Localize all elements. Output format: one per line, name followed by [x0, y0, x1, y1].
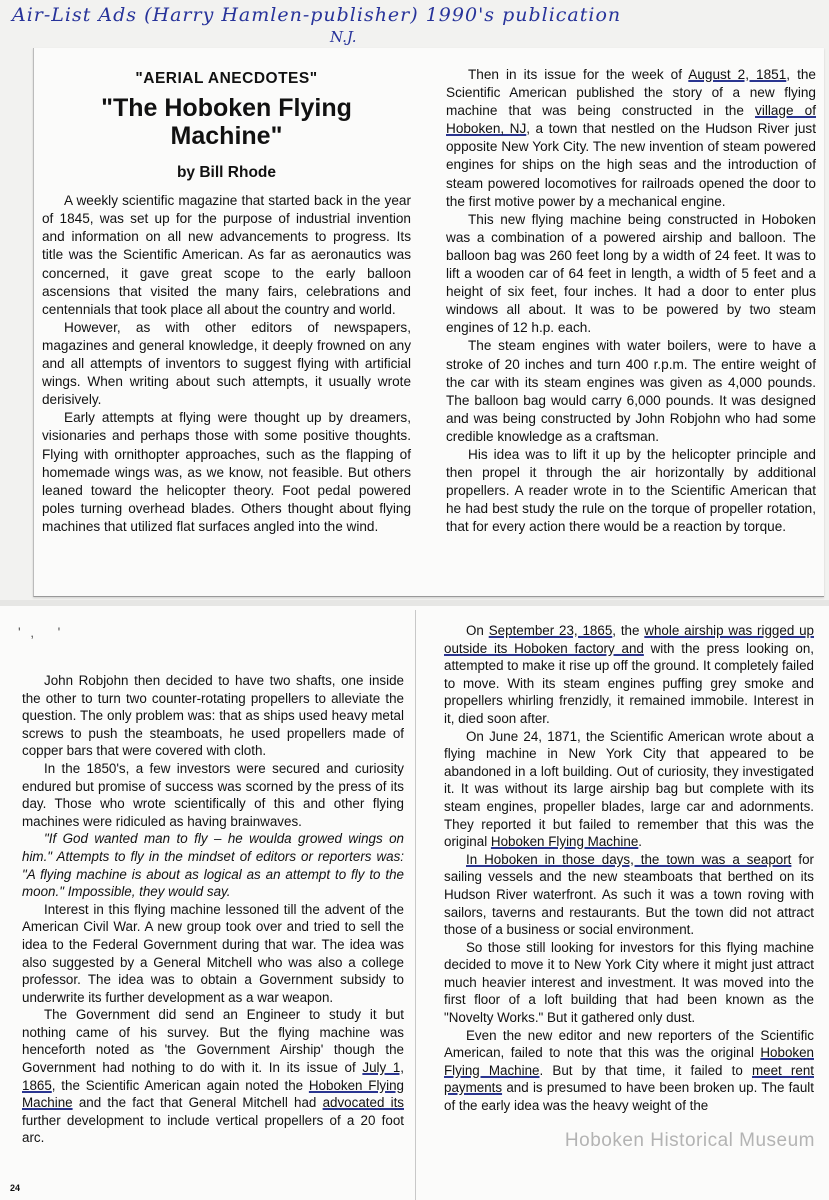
paragraph: The Government did send an Engineer to study it but nothing came of his survey. But the flying machine was henceforth noted as 'the Government Airship' though the Government had nothing to do with it. In its issue of July 1, 1865, the Scientific American again noted the Hoboken Flying Machine and the fact that General Mitchell had advocated its further development to include vertical propellers of a 20 foot arc.: [22, 1007, 405, 1146]
top-left-column: [42, 58, 411, 536]
paragraph: His idea was to lift it up by the helicopter principle and then propel it through the air horizontally by additional propellers. A reader wrote in to the Scientific American that he had best study the rule on the torque of propeller rotation, that for every action there would be a reaction by torque.: [446, 446, 816, 535]
museum-watermark: Hoboken Historical Museum: [564, 1130, 815, 1151]
paragraph: On September 23, 1865, the whole airship was rigged up outside its Hoboken factory and with the press looking on, attempted to make it rise up off the ground. It completely failed to move. With its steam engines puffing grey smoke and propellers whirling frenzidly, it remained immobile. Interest in it, died soon after.: [444, 623, 814, 726]
scan-marks: '‚ ': [18, 624, 71, 640]
bottom-left-column: [22, 672, 404, 1147]
underlined-phrase: advocated its: [322, 1095, 404, 1111]
paragraph: The steam engines with water boilers, were to have a stroke of 20 inches and turn 400 r.p.m. The entire weight of the car with its steam engines was given as 4,000 pounds. The balloon bag would carry 6,000 pounds. It was designed and was being constructed by John Robjohn who had some credible knowledge as a craftsman.: [446, 338, 816, 444]
underlined-date: July 1, 1865: [22, 1060, 405, 1093]
top-right-column: [446, 66, 816, 536]
paragraph: Early attempts at flying were thought up by dreamers, visionaries and perhaps those with some positive thoughts. Flying with ornithopter approaches, such as the flapping of homemade wings was, as we know, not feasible. But others leaned toward the helicopter theory. Foot pedal powered poles turning overhead blades. Others thought about flying machines that utilized flat surfaces angled into the wind.: [42, 410, 411, 534]
underlined-date: September 23, 1865: [488, 623, 613, 638]
paragraph: On June 24, 1871, the Scientific American wrote about a flying machine in New York City that appeared to be abandoned in a loft building. Out of curiosity, they investigated it. It was without its large airship bag but complete with its steam engines, propeller blades, large car and adornments. They reported it but failed to remember that this was the original Hoboken Flying Machine.: [444, 728, 814, 850]
paragraph: Even the new editor and new reporters of the Scientific American, failed to note that this was the original Hoboken Flying Machine. But by that time, it failed to meet rent payments and is presumed to have been broken up. The fault of the early idea was the heavy weight of the: [444, 1027, 814, 1114]
handwritten-note: Air-List Ads (Harry Hamlen-publisher) 1990's publication: [12, 4, 622, 26]
paragraph: Then in its issue for the week of August 2, 1851, the Scientific American published the story of a new flying machine that was being constructed in the village of Hoboken, NJ, a town that nestled on the Hudson River just opposite New York City. The new invention of steam powered engines for ships on the high seas and the introduction of steam powered locomotives for railroads opened the door to the first motive power by a mechanical engine.: [446, 67, 816, 209]
underlined-phrase: whole airship was rigged up outside its Hoboken factory and: [444, 623, 814, 656]
paragraph: John Robjohn then decided to have two shafts, one inside the other to turn two counter-rotating propellers to alleviate the question. The only problem was: that as ships used heavy metal screws to push the steamboats, he used propellers made of copper bars that were covered with cloth.: [22, 673, 404, 759]
article-byline: by Bill Rhode: [176, 164, 277, 182]
paragraph: "If God wanted man to fly – he woulda growed wings on him." Attempts to fly in the mindset of editors or reporters was: "A flying machine is about as logical as an attempt to fly to the moon." Impossible, they would say.: [22, 831, 404, 900]
column-gutter: [415, 610, 416, 1200]
bottom-right-column: [444, 622, 814, 1115]
paragraph: So those still looking for investors for this flying machine decided to move it to New York City where it might just attract much heavier interest and investment. It was moved into the first floor of a loft building that had been known as the "Novelty Works." But it gathered only dust.: [444, 939, 814, 1026]
underlined-phrase: In Hoboken in those days, the town was a seaport: [466, 851, 792, 867]
paragraph: In Hoboken in those days, the town was a seaport for sailing vessels and the new steamboats that berthed on its Hudson River waterfront. As such it was a town roving with sailors, taverns and restaurants. But the town did not attract those of a business or social environment.: [444, 851, 814, 938]
underlined-name: Hoboken Flying Machine: [490, 834, 639, 850]
handwritten-subnote: N.J.: [330, 28, 357, 46]
article-kicker: "AERIAL ANECDOTES": [135, 70, 318, 87]
underlined-phrase: meet rent payments: [444, 1062, 814, 1096]
page-number: 24: [10, 1183, 21, 1193]
underlined-name: Hoboken Flying Machine: [22, 1077, 404, 1111]
paragraph: In the 1850's, a few investors were secured and curiosity endured but promise of success was scorned by the press of its day. Those who wrote scientifically of this and other flying machines were ridiculed as having brainwaves.: [22, 760, 404, 829]
paragraph: Interest in this flying machine lessoned till the advent of the American Civil War. A new group took over and tried to sell the idea to the Federal Government during that war. The idea was also suggested by a General Mitchell who was also a college professor. The idea was to obtain a Government subsidy to underwrite its further development as a war weapon.: [22, 901, 404, 1005]
paragraph: However, as with other editors of newspapers, magazines and general knowledge, it deeply frowned on any and all attempts of inventors to suggest flying with artificial wings. When writing about such attempts, it usually wrote derisively.: [42, 319, 411, 408]
underlined-name: Hoboken Flying Machine: [444, 1045, 814, 1078]
underlined-date: August 2, 1851: [688, 67, 787, 82]
underlined-place: village of Hoboken, NJ: [446, 103, 816, 137]
paragraph: A weekly scientific magazine that started back in the year of 1845, was set up for the purpose of industrial invention and information on all new advancements to progress. Its title was the Scientific American. As far as aeronautics was concerned, it gave great scope to the early balloon ascensions that visited the many fairs, celebrations and centennials that took place all about the country and world.: [42, 193, 411, 317]
article-title: "The Hoboken Flying Machine": [101, 94, 352, 151]
paragraph: This new flying machine being constructed in Hoboken was a combination of a powered airship and balloon. The balloon bag was 260 feet long by a width of 24 feet. It was to lift a wooden car of 64 feet in length, a width of 5 feet and a height of six feet, four inches. It had a door to enter plus windows all about. It was to be powered by two steam engines of 12 h.p. each.: [446, 211, 816, 336]
